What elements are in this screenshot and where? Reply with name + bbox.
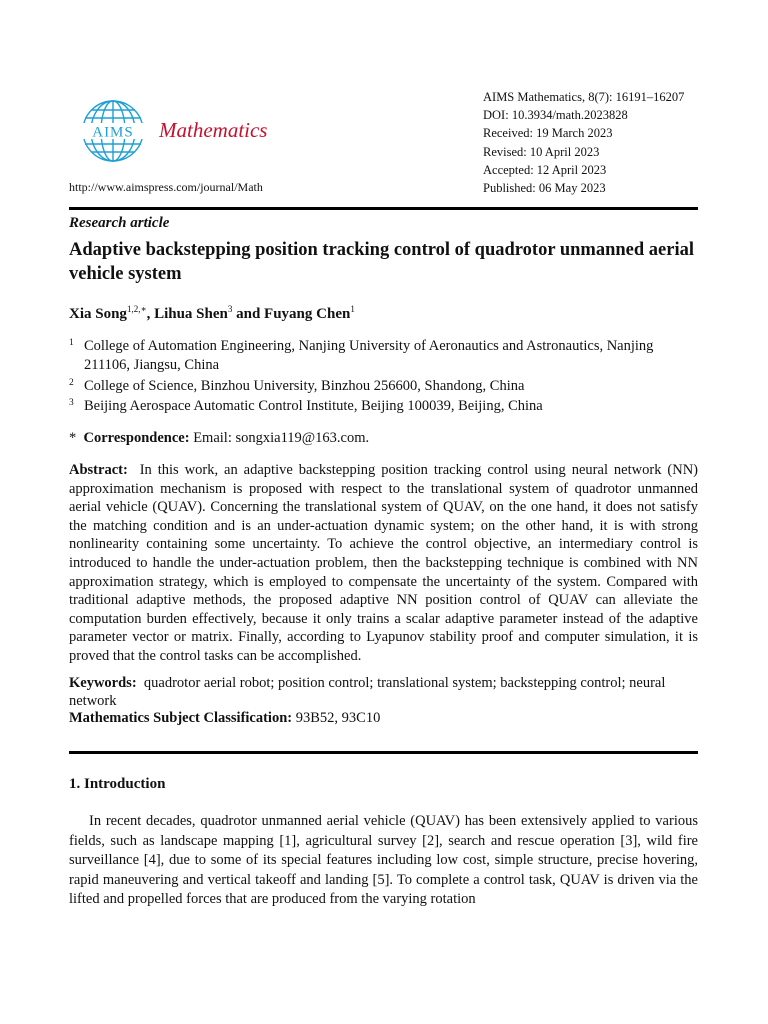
author-affiliation-marker: 1,2,∗ (126, 304, 147, 314)
correspondence-email[interactable]: Email: songxia119@163.com. (193, 430, 370, 446)
affiliation-item: 1 College of Automation Engineering, Nanjing University of Aeronautics and Astronautics, Nanjing 211106, Jiangsu, China (69, 338, 654, 373)
aims-logo (78, 98, 148, 164)
affiliation-list (69, 337, 699, 418)
correspondence: * Correspondence: Email: songxia119@163.com. (69, 430, 370, 446)
introduction-paragraph: In recent decades, quadrotor unmanned aerial vehicle (QUAV) has been extensively applied to various fields, such as landscape mapping [1], agricultural survey [2], search and rescue operation [3], wild fire surveillance [4], due to some of its special features including low cost, simple structure, precise hovering, rapid maneuvering and vertical takeoff and landing [5]. To complete a control task, QUAV is driven via the lifted and propelled forces that are produced from the varying rotation (69, 813, 698, 907)
author-name: Fuyang Chen (264, 306, 351, 322)
journal-url-link[interactable]: http://www.aimspress.com/journal/Math (69, 180, 263, 194)
abstract (69, 461, 698, 666)
keywords-text: quadrotor aerial robot; position control; translational system; backstepping control; neural network (69, 675, 666, 709)
abstract-label: Abstract: (69, 462, 128, 478)
journal-name: Mathematics (159, 118, 268, 142)
affiliation-item: 3 Beijing Aerospace Automatic Control Institute, Beijing 100039, Beijing, China (69, 398, 543, 414)
msc-text: 93B52, 93C10 (295, 710, 381, 726)
doi-link[interactable]: DOI: 10.3934/math.2023828 (483, 108, 628, 123)
article-type: Research article (69, 215, 170, 231)
header-divider (69, 207, 698, 210)
section-heading-introduction: 1. Introduction (69, 776, 166, 792)
affiliation-item: 2 College of Science, Binzhou University, Binzhou 256600, Shandong, China (69, 377, 525, 394)
revised-date: Revised: 10 April 2023 (483, 144, 600, 159)
keywords (69, 674, 698, 710)
author-name: Xia Song (69, 306, 127, 322)
author-affiliation-marker: 1 (350, 304, 355, 314)
abstract-divider (69, 751, 698, 754)
svg-text:AIMS: AIMS (92, 124, 134, 141)
subject-classification (69, 710, 380, 727)
author-name: Lihua Shen (154, 306, 228, 322)
keywords-label: Keywords: (69, 675, 137, 691)
citation: AIMS Mathematics, 8(7): 16191–16207 (483, 90, 685, 104)
abstract-text: In this work, an adaptive backstepping position tracking control using neural network (NN) approximation mechanism is proposed with respect to the translational system of quadrotor unmanned aerial vehicle (QUAV). Concerning the translational system of QUAV, on the one hand, it does not satisfy the matching condition and is an under-actuation dynamic system; on the other hand, it is with strong nonlinearity containing some uncertainty. To achieve the control objective, an intermediary control is introduced to handle the under-actuation problem, then the backstepping technique is combined with NN approximation strategy, which is employed to compensate the uncertainty of the system. Compared with traditional adaptive methods, the proposed adaptive NN position control of QUAV can alleviate the computation burden effectively, because it only trains a scalar adaptive parameter instead of the adaptive parameter vector or matrix. Finally, according to Lyapunov stability proof and computer simulation, it is proved that the control tasks can be accomplished. (69, 462, 699, 664)
paper-title: Adaptive backstepping position tracking control of quadrotor unmanned aerial vehicle system (69, 240, 694, 284)
published-date: Published: 06 May 2023 (483, 181, 606, 196)
globe-icon (78, 98, 148, 164)
correspondence-label: Correspondence: (83, 430, 190, 446)
article-metadata (483, 88, 684, 197)
accepted-date: Accepted: 12 April 2023 (483, 162, 607, 177)
msc-label: Mathematics Subject Classification: (69, 710, 293, 726)
received-date: Received: 19 March 2023 (483, 126, 613, 141)
author-affiliation-marker: 3 (227, 304, 233, 314)
author-list: Xia Song$^{1,2,∗}$, Lihua Shen$^3$ and Fuyang Chen$^1$ (69, 304, 355, 322)
